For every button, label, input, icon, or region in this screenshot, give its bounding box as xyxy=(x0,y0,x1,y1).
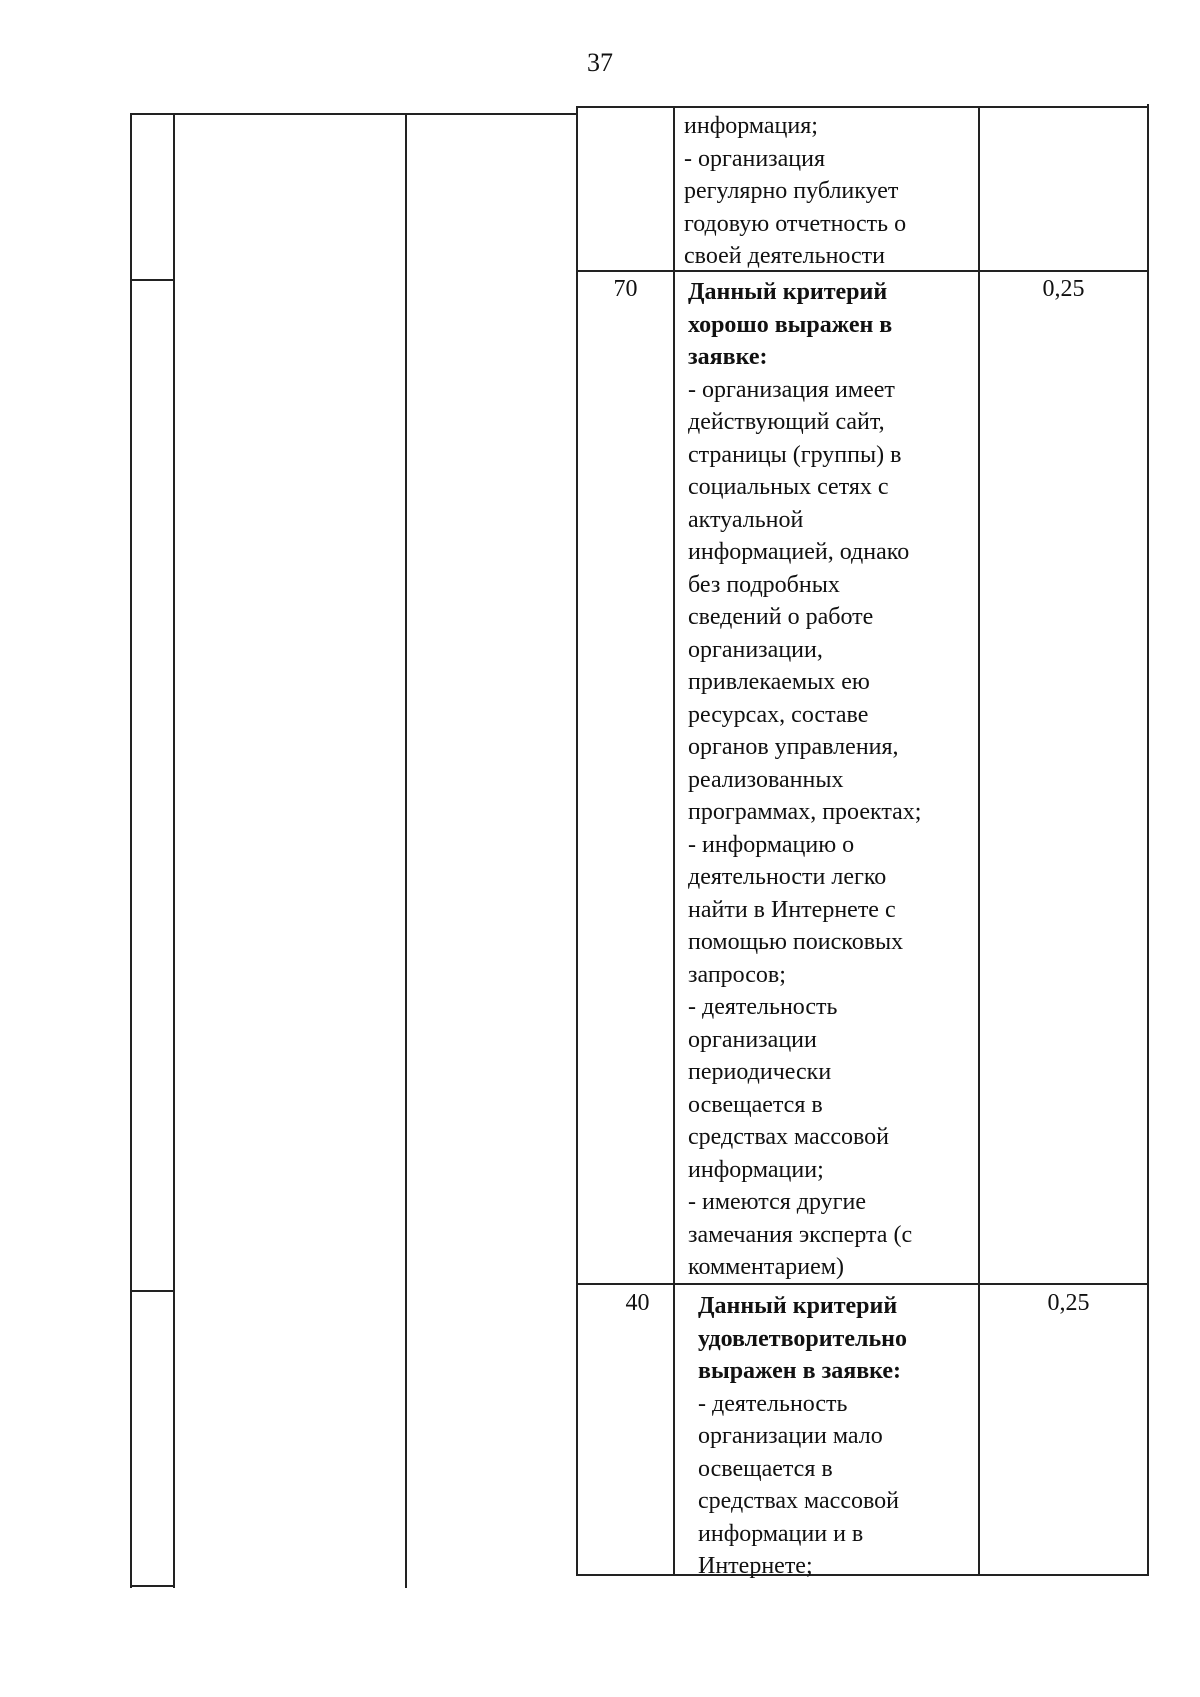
row-1-line: - деятельность xyxy=(688,994,838,1020)
row-1-line: без подробных xyxy=(688,571,840,598)
row-1-line: организации xyxy=(688,1026,817,1053)
row-0-line: - организация xyxy=(684,145,826,172)
row-1-line: органов управления, xyxy=(688,734,899,760)
row-1-line: средствах массовой xyxy=(688,1124,889,1150)
row-1-line: действующий сайт, xyxy=(688,409,885,435)
row-1-line: актуальной xyxy=(688,506,804,533)
row-1-line: организации, xyxy=(688,636,823,663)
row-1-line: найти в Интернете с xyxy=(688,896,896,923)
row-2-heading: выражен в заявке: xyxy=(698,1358,902,1384)
row-2-line: организации мало xyxy=(698,1423,883,1449)
row-1-line: освещается в xyxy=(688,1091,823,1118)
row-2-heading: Данный критерий xyxy=(698,1293,898,1319)
row-1-line: деятельности легко xyxy=(688,864,887,890)
row-1-line: комментарием) xyxy=(688,1254,844,1280)
row-1-line: замечания эксперта (с xyxy=(688,1221,913,1248)
row-0-line: своей деятельности xyxy=(684,243,885,269)
row-1-line: страницы (группы) в xyxy=(688,441,902,468)
row-1-line: привлекаемых ею xyxy=(688,669,870,695)
row-0-line: информация; xyxy=(684,113,818,139)
row-0-line: годовую отчетность о xyxy=(684,210,907,237)
row-1-number: 70 xyxy=(613,276,638,302)
row-1-line: ресурсах, составе xyxy=(688,701,869,728)
row-1-description xyxy=(688,276,921,1284)
row-2-score: 0,25 xyxy=(1047,1290,1090,1316)
row-1-line: программах, проектах; xyxy=(688,799,922,825)
row-1-line: запросов; xyxy=(688,961,786,988)
row-2-line: информации и в xyxy=(698,1520,864,1547)
row-1-line: помощью поисковых xyxy=(688,929,904,955)
row-1-line: реализованных xyxy=(688,766,844,793)
row-2-line: освещается в xyxy=(698,1455,833,1482)
row-1-line: информацией, однако xyxy=(688,539,910,565)
row-2-description xyxy=(698,1290,907,1583)
page-number: 37 xyxy=(587,48,613,77)
row-2-line: средствах массовой xyxy=(698,1488,899,1514)
row-1-heading: Данный критерий xyxy=(688,279,888,305)
row-2-line: Интернете; xyxy=(698,1553,813,1579)
row-1-line: периодически xyxy=(688,1059,832,1085)
row-1-line: информации; xyxy=(688,1156,824,1183)
row-1-line: - информацию о xyxy=(688,831,855,858)
row-2-number: 40 xyxy=(625,1290,650,1316)
row-0-description xyxy=(684,110,906,273)
row-1-line: - организация имеет xyxy=(688,376,895,403)
row-2-heading: удовлетворительно xyxy=(698,1325,907,1352)
row-0-line: регулярно публикует xyxy=(684,178,899,204)
row-1-line: социальных сетях с xyxy=(688,474,889,500)
row-1-score: 0,25 xyxy=(1042,276,1085,302)
row-1-heading: заявке: xyxy=(688,344,768,370)
row-2-line: - деятельность xyxy=(698,1390,848,1417)
row-1-line: - имеются другие xyxy=(688,1189,866,1215)
row-1-line: сведений о работе xyxy=(688,604,874,630)
row-1-heading: хорошо выражен в xyxy=(688,311,893,338)
